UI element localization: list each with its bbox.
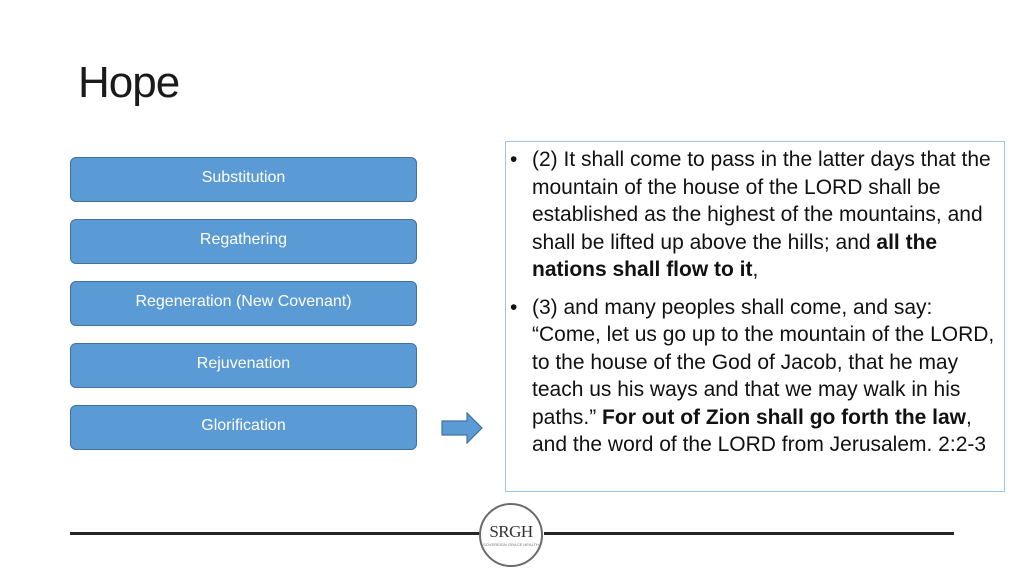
steps-list xyxy=(70,157,419,467)
logo-subtext: SOVEREIGN GRACE HEALTH xyxy=(483,541,539,547)
srgh-logo xyxy=(479,503,543,567)
step-rejuvenation: Rejuvenation xyxy=(70,343,417,388)
step-substitution: Substitution xyxy=(70,157,417,202)
logo-text: SRGH xyxy=(489,521,533,541)
verse-3-bold: For out of Zion shall go forth the law xyxy=(602,405,967,429)
slide-title: Hope xyxy=(78,58,180,107)
footer-divider-right xyxy=(544,532,954,535)
step-regathering: Regathering xyxy=(70,219,417,264)
verse-2-end: , xyxy=(752,258,759,281)
verse-2-bold: all the nations shall flow to it xyxy=(532,230,938,281)
step-regeneration: Regeneration (New Covenant) xyxy=(70,281,417,326)
quote-verse-3 xyxy=(532,294,996,459)
quote-verse-2 xyxy=(532,146,996,284)
scripture-quote-box xyxy=(505,141,1005,492)
verse-3-text: (3) and many peoples shall come, and say: “Come, let us go up to the mountain of the LORD, to the house of the God of Jacob, that he may teach us his ways and that we may walk in his paths.” xyxy=(532,295,995,429)
verse-3-end: , and the word of the LORD from Jerusalem. 2:2-3 xyxy=(532,405,987,456)
right-arrow-icon xyxy=(441,412,483,444)
verse-2-text: (2) It shall come to pass in the latter days that the mountain of the house of the LORD shall be established as the highest of the mountains, and shall be lifted up above the hills; and xyxy=(532,148,991,254)
footer-divider-left xyxy=(70,532,480,535)
step-glorification: Glorification xyxy=(70,405,417,450)
